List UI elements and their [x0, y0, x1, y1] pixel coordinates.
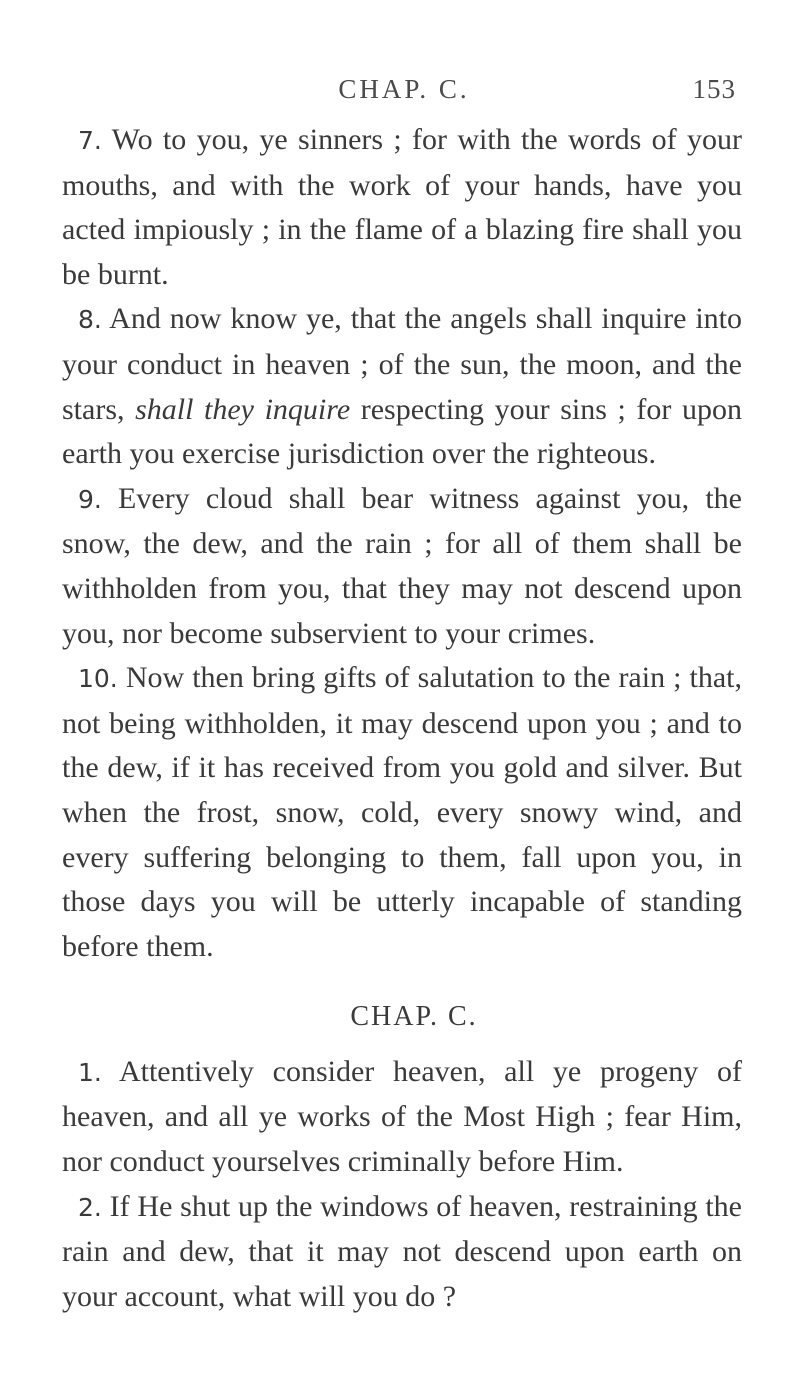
verse-number: 10. — [78, 664, 118, 694]
running-head: CHAP. C. — [338, 74, 470, 104]
verse-paragraph — [62, 1050, 742, 1185]
page-body — [62, 118, 742, 1319]
verse-paragraph — [62, 477, 742, 656]
verse-paragraph — [62, 656, 742, 969]
verse-number: 2. — [78, 1192, 102, 1222]
verse-paragraph — [62, 1185, 742, 1320]
italic-phrase: shall they inquire — [135, 392, 351, 426]
verse-text: Now then bring gifts of salutation to the rain ; that, not being withholden, it may descend upon you ; and to the dew, if it has received from you gold and silver. But when the frost, snow, cold, every snowy wind, and every suffering belonging to them, fall upon you, in those days you will be utterly incapable of standing before them. — [62, 661, 742, 963]
verse-number: 7. — [78, 126, 102, 155]
verse-text: If He shut up the windows of heaven, restraining the rain and dew, that it may not descend upon earth on your account, what will you do ? — [62, 1189, 742, 1313]
verse-paragraph — [62, 297, 742, 476]
verse-paragraph — [62, 118, 742, 297]
verse-text: Every cloud shall bear witness against you, the snow, the dew, and the rain ; for all of them shall be withholden from you, that they may not descend upon you, nor become subservient to your crimes. — [62, 481, 742, 650]
verse-number: 1. — [78, 1057, 102, 1087]
chapter-heading: CHAP. C. — [350, 1001, 478, 1033]
verse-text: Attentively consider heaven, all ye progeny of heaven, and all ye works of the Most High ; fear Him, nor conduct yourselves criminally before Him. — [62, 1054, 742, 1179]
verse-number: 9. — [78, 484, 102, 514]
verse-number: 8. — [78, 305, 102, 335]
verse-text: respecting your sins ; for upon earth you exercise jurisdiction over the righteous. — [62, 392, 743, 471]
page-number: 153 — [692, 74, 736, 104]
verse-text: Wo to you, ye sinners ; for with the words of your mouths, and with the work of your hands, have you acted impiously ; in the flame of a blazing fire shall you be burnt. — [62, 123, 742, 291]
verse-text: And now know ye, that the angels shall inquire into your conduct in heaven ; of the sun, the moon, and the stars, — [62, 302, 742, 426]
